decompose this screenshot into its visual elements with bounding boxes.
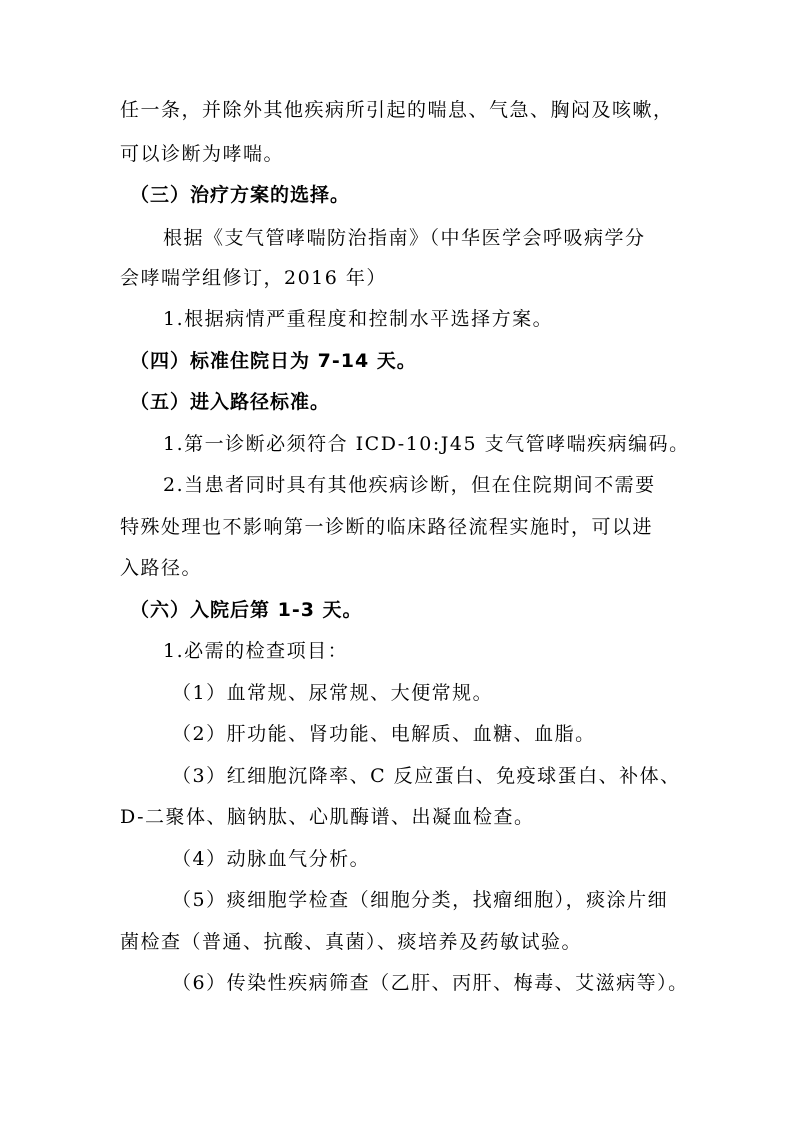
body-text-line: 可以诊断为哮喘。	[120, 143, 285, 165]
list-item: （1）血常规、尿常规、大便常规。	[172, 682, 494, 704]
body-text-line: 菌检查（普通、抗酸、真菌）、痰培养及药敏试验。	[120, 931, 583, 953]
list-item: （4）动脉血气分析。	[172, 848, 371, 870]
list-item: （6）传染性疾病筛查（乙肝、丙肝、梅毒、艾滋病等）。	[172, 972, 689, 994]
section-heading-6: （六）入院后第 1-3 天。	[130, 599, 363, 621]
list-item: 1.根据病情严重程度和控制水平选择方案。	[163, 308, 554, 330]
body-text-line: 会哮喘学组修订，2016 年）	[120, 267, 387, 289]
section-heading-3: （三）治疗方案的选择。	[130, 184, 351, 206]
body-text-line: 特殊处理也不影响第一诊断的临床路径流程实施时，可以进	[120, 516, 654, 538]
list-item: 1.必需的检查项目：	[163, 640, 349, 662]
body-text-line: D-二聚体、脑钠肽、心肌酶谱、出凝血检查。	[120, 806, 535, 828]
section-heading-5: （五）进入路径标准。	[130, 391, 331, 413]
body-text-line: 根据《支气管哮喘防治指南》（中华医学会呼吸病学分	[163, 227, 646, 249]
list-item: （5）痰细胞学检查（细胞分类，找瘤细胞），痰涂片细	[172, 889, 669, 911]
list-item: （2）肝功能、肾功能、电解质、血糖、血脂。	[172, 723, 596, 745]
section-heading-4: （四）标准住院日为 7-14 天。	[130, 350, 417, 372]
body-text-line: 入路径。	[120, 557, 203, 579]
list-item: 1.第一诊断必须符合 ICD-10:J45 支气管哮喘疾病编码。	[163, 433, 690, 455]
body-text-line: 任一条，并除外其他疾病所引起的喘息、气急、胸闷及咳嗽，	[120, 99, 674, 121]
list-item: 2.当患者同时具有其他疾病诊断，但在住院期间不需要	[163, 474, 656, 496]
list-item: （3）红细胞沉降率、C 反应蛋白、免疫球蛋白、补体、	[172, 765, 681, 787]
